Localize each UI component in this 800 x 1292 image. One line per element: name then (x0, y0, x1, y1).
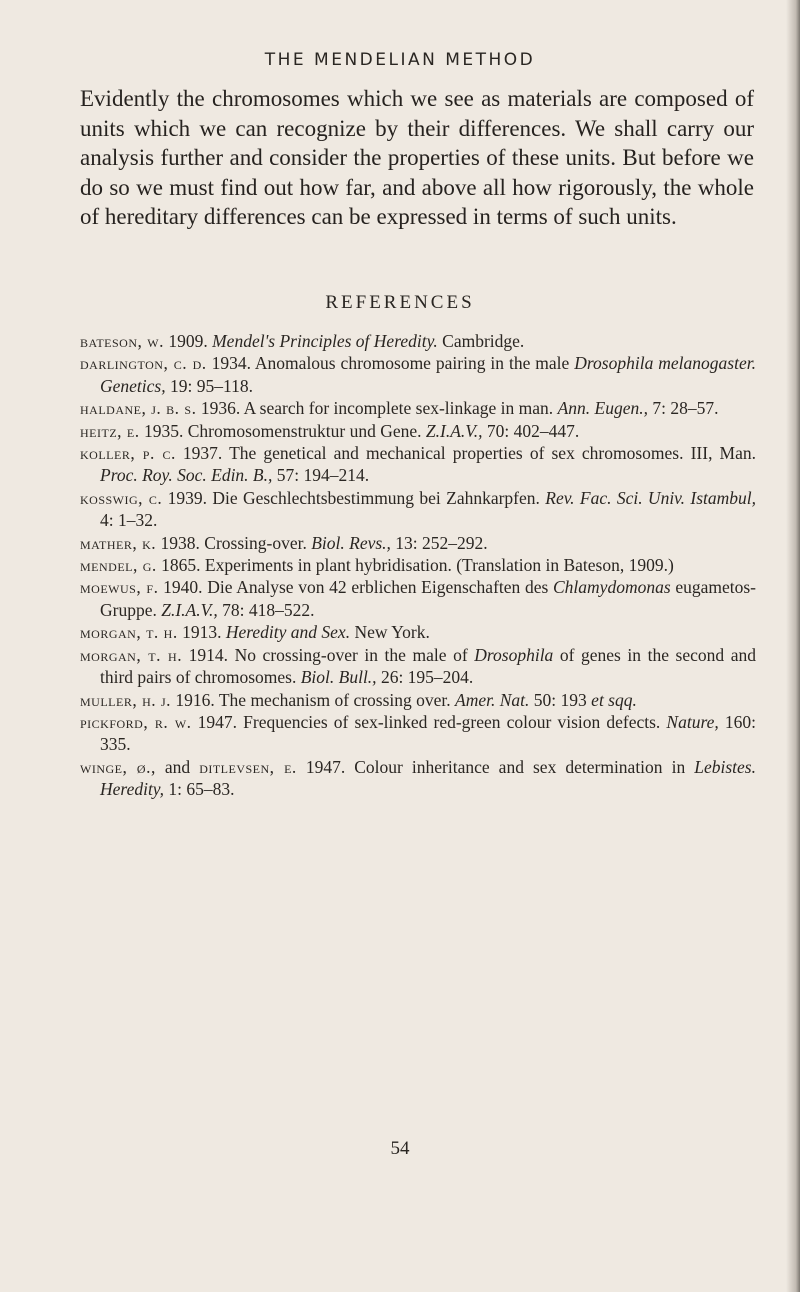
reference-text: eugametos-Gruppe. (100, 577, 756, 620)
reference-text: 7: 28–57. (647, 398, 719, 419)
reference-author: mendel, g. (80, 555, 157, 576)
reference-author: kosswig, c. (80, 487, 163, 508)
reference-text: 1914. No crossing-over in the male of (182, 644, 475, 665)
reference-title: Nature, (666, 711, 719, 732)
body-paragraph: Evidently the chromosomes which we see as materials are composed of units which we can recognize by their differences. We shall carry our analysis further and consider the properties of these units. But before we do so we must find out how far, and above all how rigorously, the whole of hereditary differences can be expressed in terms of such units. (80, 86, 754, 230)
reference-text: 1913. (177, 622, 226, 643)
running-head: THE MENDELIAN METHOD (264, 50, 536, 70)
reference-text: 19: 95–118. (165, 375, 253, 396)
reference-author: koller, p. c. (80, 443, 176, 464)
reference-title: Chlamydomonas (553, 577, 671, 598)
reference-author: pickford, r. w. (80, 711, 192, 732)
reference-entry (80, 576, 756, 621)
reference-author: haldane, j. b. s. (80, 398, 197, 419)
reference-text: 1936. A search for incomplete sex-linkage in man. (196, 398, 558, 419)
reference-title: Lebistes. Heredity, (100, 756, 756, 800)
reference-author: bateson, w. (80, 331, 164, 351)
reference-text: 1: 65–83. (163, 779, 235, 800)
reference-entry (80, 352, 756, 397)
reference-title: Heredity and Sex. (225, 622, 351, 643)
page-edge-shadow (786, 0, 800, 1292)
reference-text: 1934. Anomalous chromosome pairing in the male (206, 353, 575, 374)
reference-text: 1865. Experiments in plant hybridisation. (Translation in Bateson, 1909.) (156, 555, 674, 576)
reference-author: muller, h. j. (80, 689, 172, 710)
reference-text: 160: 335. (100, 711, 756, 755)
reference-title: Biol. Revs., (311, 532, 391, 553)
reference-title: Biol. Bull., (300, 667, 377, 688)
reference-author: heitz, e. (80, 420, 140, 441)
reference-entry (80, 554, 756, 576)
reference-title: Rev. Fac. Sci. Univ. Istambul, (545, 487, 757, 508)
reference-text: 4: 1–32. (100, 510, 158, 531)
reference-text: 1947. Frequencies of sex-linked red-green colour vision defects. (191, 711, 667, 732)
references-list (80, 330, 756, 801)
reference-entry (80, 330, 756, 352)
reference-text: 1935. Chromosomenstruktur und Gene. (139, 420, 426, 441)
reference-text: Cambridge. (437, 331, 525, 351)
reference-entry (80, 420, 756, 442)
reference-title: Ann. Eugen., (557, 398, 648, 419)
reference-text: 57: 194–214. (272, 465, 370, 486)
reference-text: New York. (350, 622, 430, 643)
reference-entry (80, 621, 756, 643)
reference-text: 13: 252–292. (390, 532, 488, 553)
references-heading: REFERENCES (325, 292, 475, 313)
reference-text: 1916. The mechanism of crossing over. (171, 689, 456, 710)
reference-text: 1938. Crossing-over. (156, 532, 312, 553)
reference-title: Z.I.A.V., (161, 599, 218, 620)
reference-author: ditlevsen, e. (199, 756, 297, 777)
reference-text: 1939. Die Geschlechtsbestimmung bei Zahnkarpfen. (162, 487, 546, 508)
reference-text: 1947. Colour inheritance and sex determination in (296, 756, 695, 777)
reference-title: Drosophila melanogaster. Genetics, (100, 353, 756, 396)
reference-text: 1940. Die Analyse von 42 erblichen Eigenschaften des (158, 577, 553, 598)
reference-entry (80, 442, 756, 487)
reference-entry (80, 397, 756, 419)
reference-entry (80, 532, 756, 554)
reference-author: darlington, c. d. (80, 353, 207, 374)
reference-entry (80, 487, 756, 532)
reference-title: Amer. Nat. (455, 689, 530, 710)
reference-text: and (155, 756, 200, 777)
reference-entry (80, 711, 756, 756)
reference-entry (80, 689, 756, 711)
reference-text: of genes in the second and third pairs of chromosomes. (100, 644, 756, 688)
reference-text: 1909. (163, 331, 213, 351)
reference-text: 1937. The genetical and mechanical properties of sex chromosomes. III, Man. (175, 443, 756, 464)
reference-author: morgan, t. h. (80, 644, 183, 665)
reference-author: winge, ø., (80, 756, 156, 777)
reference-author: morgan, t. h. (80, 622, 178, 643)
reference-title: Z.I.A.V., (425, 420, 483, 441)
reference-title: et sqq. (591, 689, 637, 710)
reference-title: Proc. Roy. Soc. Edin. B., (100, 465, 273, 486)
reference-title: Mendel's Principles of Heredity. (212, 331, 438, 351)
reference-text: 26: 195–204. (376, 667, 474, 688)
reference-title: Drosophila (474, 644, 554, 665)
reference-entry (80, 644, 756, 689)
reference-entry (80, 756, 756, 801)
reference-text: 78: 418–522. (217, 599, 315, 620)
reference-text: 70: 402–447. (482, 420, 580, 441)
reference-text: 50: 193 (529, 689, 592, 710)
reference-author: mather, k. (80, 532, 157, 553)
reference-author: moewus, f. (80, 577, 159, 598)
page-number: 54 (390, 1138, 410, 1159)
